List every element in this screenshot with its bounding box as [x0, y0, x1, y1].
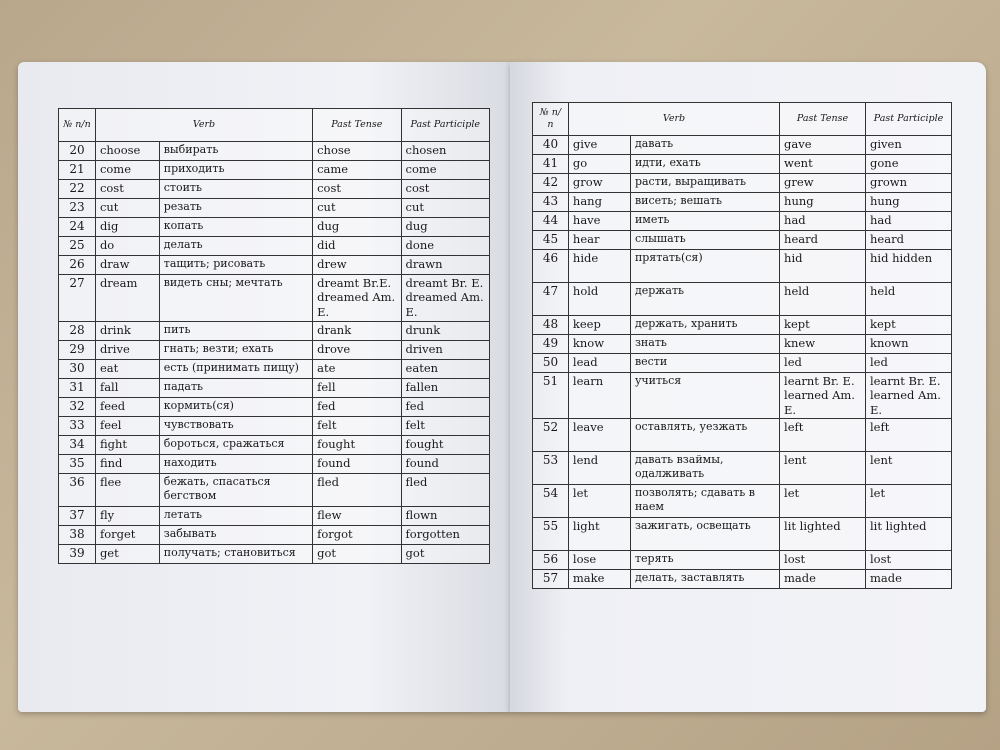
table-row — [59, 417, 490, 436]
verb-number: 23 — [59, 199, 96, 218]
verb-russian: падать — [159, 379, 312, 398]
verb-table-left — [58, 108, 490, 564]
verb-past-tense: fled — [313, 474, 401, 507]
table-row — [533, 283, 952, 316]
table-row — [533, 193, 952, 212]
table-row — [59, 341, 490, 360]
table-row — [59, 398, 490, 417]
verb-english: choose — [95, 142, 159, 161]
verb-table-right — [532, 102, 952, 589]
table-row — [533, 452, 952, 485]
verb-english: give — [568, 136, 630, 155]
verb-number: 39 — [59, 545, 96, 564]
verb-english: lend — [568, 452, 630, 485]
table-row — [59, 237, 490, 256]
header-verb: Verb — [95, 109, 312, 142]
verb-number: 33 — [59, 417, 96, 436]
verb-english: let — [568, 485, 630, 518]
verb-english: lose — [568, 551, 630, 570]
verb-past-participle: learnt Br. E. learned Am. E. — [866, 373, 952, 419]
verb-english: fall — [95, 379, 159, 398]
table-row — [59, 322, 490, 341]
verb-russian: расти, выращивать — [630, 174, 779, 193]
verb-past-tense: dreamt Br.E. dreamed Am. E. — [313, 275, 401, 322]
verb-russian: бежать, спасаться бегством — [159, 474, 312, 507]
verb-past-participle: given — [866, 136, 952, 155]
verb-past-tense: hid — [780, 250, 866, 283]
table-row — [59, 379, 490, 398]
verb-russian: бороться, сражаться — [159, 436, 312, 455]
table-row — [533, 335, 952, 354]
header-past-participle: Past Participle — [401, 109, 489, 142]
verb-russian: приходить — [159, 161, 312, 180]
verb-russian: вести — [630, 354, 779, 373]
verb-past-participle: fled — [401, 474, 489, 507]
verb-russian: пить — [159, 322, 312, 341]
verb-number: 27 — [59, 275, 96, 322]
verb-past-tense: forgot — [313, 526, 401, 545]
table-row — [533, 373, 952, 419]
verb-number: 40 — [533, 136, 569, 155]
verb-number: 55 — [533, 518, 569, 551]
verb-english: have — [568, 212, 630, 231]
verb-number: 42 — [533, 174, 569, 193]
verb-number: 54 — [533, 485, 569, 518]
table-row — [533, 231, 952, 250]
verb-past-participle: left — [866, 419, 952, 452]
table-row — [59, 507, 490, 526]
verb-number: 24 — [59, 218, 96, 237]
table-row — [59, 218, 490, 237]
verb-english: eat — [95, 360, 159, 379]
verb-russian: иметь — [630, 212, 779, 231]
verb-english: hide — [568, 250, 630, 283]
verb-english: know — [568, 335, 630, 354]
verb-russian: позволять; сдавать в наем — [630, 485, 779, 518]
table-row — [533, 551, 952, 570]
verb-past-tense: kept — [780, 316, 866, 335]
verb-number: 48 — [533, 316, 569, 335]
verb-number: 53 — [533, 452, 569, 485]
verb-past-participle: eaten — [401, 360, 489, 379]
verb-past-participle: hid hidden — [866, 250, 952, 283]
verb-english: light — [568, 518, 630, 551]
verb-english: fight — [95, 436, 159, 455]
verb-past-tense: felt — [313, 417, 401, 436]
verb-past-participle: cost — [401, 180, 489, 199]
verb-english: hold — [568, 283, 630, 316]
verb-past-participle: lit lighted — [866, 518, 952, 551]
verb-past-participle: cut — [401, 199, 489, 218]
verb-english: grow — [568, 174, 630, 193]
table-row — [533, 250, 952, 283]
verb-past-tense: cost — [313, 180, 401, 199]
verb-past-tense: cut — [313, 199, 401, 218]
verb-past-participle: dreamt Br. E. dreamed Am. E. — [401, 275, 489, 322]
verb-english: fly — [95, 507, 159, 526]
verb-number: 57 — [533, 570, 569, 589]
verb-russian: терять — [630, 551, 779, 570]
table-row — [533, 518, 952, 551]
verb-past-tense: chose — [313, 142, 401, 161]
verb-russian: учиться — [630, 373, 779, 419]
table-row — [59, 256, 490, 275]
verb-past-tense: flew — [313, 507, 401, 526]
verb-english: leave — [568, 419, 630, 452]
verb-russian: слышать — [630, 231, 779, 250]
verb-english: forget — [95, 526, 159, 545]
verb-past-participle: held — [866, 283, 952, 316]
verb-past-participle: lost — [866, 551, 952, 570]
verb-past-participle: made — [866, 570, 952, 589]
verb-english: dig — [95, 218, 159, 237]
verb-english: lead — [568, 354, 630, 373]
verb-past-tense: drove — [313, 341, 401, 360]
verb-russian: получать; становиться — [159, 545, 312, 564]
header-past-tense: Past Tense — [780, 103, 866, 136]
verb-past-participle: heard — [866, 231, 952, 250]
verb-english: hear — [568, 231, 630, 250]
verb-past-participle: found — [401, 455, 489, 474]
verb-number: 50 — [533, 354, 569, 373]
table-row — [59, 545, 490, 564]
verb-russian: находить — [159, 455, 312, 474]
verb-past-tense: led — [780, 354, 866, 373]
verb-russian: держать — [630, 283, 779, 316]
verb-russian: копать — [159, 218, 312, 237]
open-book — [18, 62, 986, 712]
verb-past-tense: grew — [780, 174, 866, 193]
table-row — [533, 354, 952, 373]
table-row — [533, 212, 952, 231]
verb-russian: стоить — [159, 180, 312, 199]
verb-english: feed — [95, 398, 159, 417]
verb-english: cost — [95, 180, 159, 199]
verb-past-participle: come — [401, 161, 489, 180]
verb-english: drive — [95, 341, 159, 360]
verb-russian: есть (принимать пищу) — [159, 360, 312, 379]
table-row — [59, 474, 490, 507]
verb-number: 32 — [59, 398, 96, 417]
verb-number: 45 — [533, 231, 569, 250]
verb-number: 56 — [533, 551, 569, 570]
verb-russian: оставлять, уезжать — [630, 419, 779, 452]
table-row — [59, 360, 490, 379]
verb-past-participle: led — [866, 354, 952, 373]
verb-english: cut — [95, 199, 159, 218]
verb-past-tense: found — [313, 455, 401, 474]
verb-russian: держать, хранить — [630, 316, 779, 335]
verb-russian: зажигать, освещать — [630, 518, 779, 551]
table-row — [533, 570, 952, 589]
verb-number: 29 — [59, 341, 96, 360]
verb-english: feel — [95, 417, 159, 436]
verb-past-participle: drunk — [401, 322, 489, 341]
table-row — [533, 316, 952, 335]
verb-past-tense: hung — [780, 193, 866, 212]
verb-past-participle: chosen — [401, 142, 489, 161]
verb-russian: давать взаймы, одалживать — [630, 452, 779, 485]
verb-russian: выбирать — [159, 142, 312, 161]
verb-english: flee — [95, 474, 159, 507]
verb-past-participle: had — [866, 212, 952, 231]
verb-past-participle: drawn — [401, 256, 489, 275]
verb-number: 43 — [533, 193, 569, 212]
verb-english: drink — [95, 322, 159, 341]
verb-russian: тащить; рисовать — [159, 256, 312, 275]
verb-past-participle: known — [866, 335, 952, 354]
verb-past-participle: kept — [866, 316, 952, 335]
header-verb: Verb — [568, 103, 779, 136]
verb-past-tense: did — [313, 237, 401, 256]
verb-english: find — [95, 455, 159, 474]
verb-number: 36 — [59, 474, 96, 507]
verb-past-participle: got — [401, 545, 489, 564]
header-past-tense: Past Tense — [313, 109, 401, 142]
verb-number: 38 — [59, 526, 96, 545]
verb-past-participle: gone — [866, 155, 952, 174]
verb-number: 28 — [59, 322, 96, 341]
verb-english: go — [568, 155, 630, 174]
right-page — [510, 62, 986, 712]
verb-past-tense: held — [780, 283, 866, 316]
verb-past-participle: fought — [401, 436, 489, 455]
verb-russian: висеть; вешать — [630, 193, 779, 212]
verb-russian: забывать — [159, 526, 312, 545]
verb-past-participle: lent — [866, 452, 952, 485]
table-row — [59, 275, 490, 322]
verb-past-participle: driven — [401, 341, 489, 360]
verb-rows-left — [59, 142, 490, 564]
verb-russian: кормить(ся) — [159, 398, 312, 417]
verb-number: 34 — [59, 436, 96, 455]
table-row — [59, 199, 490, 218]
verb-english: keep — [568, 316, 630, 335]
verb-number: 31 — [59, 379, 96, 398]
verb-past-tense: lent — [780, 452, 866, 485]
verb-number: 49 — [533, 335, 569, 354]
verb-russian: гнать; везти; ехать — [159, 341, 312, 360]
verb-number: 47 — [533, 283, 569, 316]
verb-number: 25 — [59, 237, 96, 256]
table-row — [59, 180, 490, 199]
table-row — [59, 436, 490, 455]
table-row — [533, 174, 952, 193]
verb-russian: давать — [630, 136, 779, 155]
verb-past-tense: dug — [313, 218, 401, 237]
verb-number: 46 — [533, 250, 569, 283]
verb-number: 20 — [59, 142, 96, 161]
verb-number: 22 — [59, 180, 96, 199]
verb-english: come — [95, 161, 159, 180]
verb-past-tense: made — [780, 570, 866, 589]
verb-past-tense: left — [780, 419, 866, 452]
verb-past-tense: lit lighted — [780, 518, 866, 551]
verb-past-participle: let — [866, 485, 952, 518]
verb-past-tense: knew — [780, 335, 866, 354]
verb-russian: резать — [159, 199, 312, 218]
verb-past-participle: forgotten — [401, 526, 489, 545]
verb-past-participle: hung — [866, 193, 952, 212]
verb-past-tense: had — [780, 212, 866, 231]
verb-english: make — [568, 570, 630, 589]
verb-number: 30 — [59, 360, 96, 379]
table-row — [533, 136, 952, 155]
verb-past-tense: learnt Br. E. learned Am. E. — [780, 373, 866, 419]
verb-number: 35 — [59, 455, 96, 474]
verb-past-participle: dug — [401, 218, 489, 237]
header-number: № п/п — [59, 109, 96, 142]
verb-number: 26 — [59, 256, 96, 275]
verb-past-tense: gave — [780, 136, 866, 155]
verb-russian: делать — [159, 237, 312, 256]
verb-english: learn — [568, 373, 630, 419]
verb-past-tense: drank — [313, 322, 401, 341]
verb-russian: делать, заставлять — [630, 570, 779, 589]
verb-past-tense: lost — [780, 551, 866, 570]
verb-past-tense: let — [780, 485, 866, 518]
verb-past-participle: fallen — [401, 379, 489, 398]
verb-number: 51 — [533, 373, 569, 419]
verb-past-participle: felt — [401, 417, 489, 436]
verb-number: 37 — [59, 507, 96, 526]
verb-number: 21 — [59, 161, 96, 180]
verb-past-tense: ate — [313, 360, 401, 379]
table-row — [533, 419, 952, 452]
table-row — [533, 485, 952, 518]
verb-rows-right — [533, 136, 952, 589]
verb-past-tense: got — [313, 545, 401, 564]
verb-russian: прятать(ся) — [630, 250, 779, 283]
table-row — [59, 161, 490, 180]
verb-english: get — [95, 545, 159, 564]
verb-past-participle: grown — [866, 174, 952, 193]
verb-past-participle: fed — [401, 398, 489, 417]
verb-russian: чувствовать — [159, 417, 312, 436]
verb-past-tense: fed — [313, 398, 401, 417]
left-page — [18, 62, 510, 712]
verb-past-tense: came — [313, 161, 401, 180]
verb-number: 52 — [533, 419, 569, 452]
verb-russian: идти, ехать — [630, 155, 779, 174]
header-past-participle: Past Participle — [866, 103, 952, 136]
table-row — [59, 142, 490, 161]
table-row — [59, 526, 490, 545]
table-row — [533, 155, 952, 174]
verb-english: do — [95, 237, 159, 256]
verb-russian: знать — [630, 335, 779, 354]
header-number: № п/п — [533, 103, 569, 136]
verb-past-tense: heard — [780, 231, 866, 250]
verb-past-tense: went — [780, 155, 866, 174]
verb-past-tense: fell — [313, 379, 401, 398]
verb-english: hang — [568, 193, 630, 212]
verb-past-participle: done — [401, 237, 489, 256]
verb-russian: видеть сны; мечтать — [159, 275, 312, 322]
verb-english: dream — [95, 275, 159, 322]
table-header-row — [59, 109, 490, 142]
verb-past-participle: flown — [401, 507, 489, 526]
verb-past-tense: drew — [313, 256, 401, 275]
verb-number: 44 — [533, 212, 569, 231]
table-header-row — [533, 103, 952, 136]
verb-past-tense: fought — [313, 436, 401, 455]
verb-english: draw — [95, 256, 159, 275]
table-row — [59, 455, 490, 474]
verb-number: 41 — [533, 155, 569, 174]
verb-russian: летать — [159, 507, 312, 526]
